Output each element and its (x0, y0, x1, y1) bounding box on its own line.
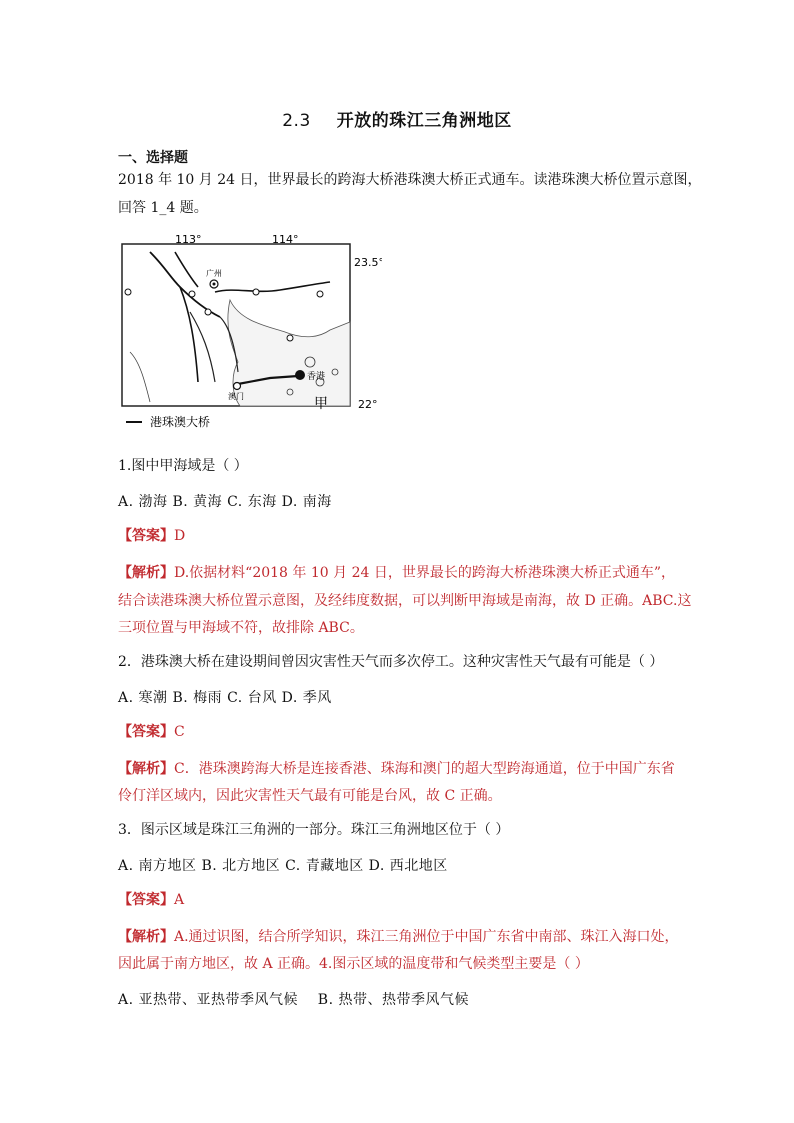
bridge-location-map (120, 232, 382, 428)
q1-options: A. 渤海 B. 黄海 C. 东海 D. 南海 (118, 494, 332, 510)
q1-analysis-line-2: 结合读港珠澳大桥位置示意图，及经纬度数据，可以判断甲海域是南海，故 D 正确。ABC.这 (118, 593, 692, 609)
lat-label-22: 22° (358, 398, 378, 411)
q1-answer-value: D (174, 528, 186, 544)
lon-label-114: 114° (272, 233, 299, 246)
q2-analysis-line-2: 伶仃洋区域内，因此灾害性天气最有可能是台风，故 C 正确。 (118, 788, 502, 804)
q2-question: 2．港珠澳大桥在建设期间曾因灾害性天气而多次停工。这种灾害性天气最有可能是（ ） (118, 654, 664, 670)
q3-analysis-line-1 (118, 927, 678, 947)
analysis-tag: 【解析】 (118, 929, 174, 945)
city-hongkong-marker (295, 370, 305, 380)
intro-line-1: 2018 年 10 月 24 日，世界最长的跨海大桥港珠澳大桥正式通车。读港珠澳大桥位置示意图， (118, 172, 702, 188)
q3-analysis-text-1: A.通过识图，结合所学知识，珠江三角洲位于中国广东省中南部、珠江入海口处， (174, 929, 679, 945)
city-macau-marker (234, 383, 241, 390)
q3-answer-value: A (174, 892, 185, 908)
label-jia-sea: 甲 (314, 396, 328, 412)
q3-analysis-line-2: 因此属于南方地区，故 A 正确。4.图示区域的温度带和气候类型主要是（ ） (118, 956, 589, 972)
q1-question: 1.图中甲海域是（ ） (118, 458, 248, 474)
label-hongkong: 香港 (307, 372, 326, 382)
q3-question: 3．图示区域是珠江三角洲的一部分。珠江三角洲地区位于（ ） (118, 822, 510, 838)
label-guangzhou: 广州 (206, 269, 222, 278)
q2-answer-value: C (174, 724, 185, 740)
q1-answer (118, 526, 678, 546)
q2-options: A. 寒潮 B. 梅雨 C. 台风 D. 季风 (118, 690, 332, 706)
q2-analysis-line-1 (118, 759, 678, 779)
page-title (0, 106, 794, 131)
analysis-tag: 【解析】 (118, 565, 174, 581)
lon-label-113: 113° (175, 233, 202, 246)
label-macau: 澳门 (228, 392, 244, 401)
map-svg (120, 232, 382, 428)
q2-analysis-text-1: C．港珠澳跨海大桥是连接香港、珠海和澳门的超大型跨海通道，位于中国广东省 (174, 761, 675, 777)
analysis-tag: 【解析】 (118, 761, 174, 777)
q1-analysis-line-3: 三项位置与甲海域不符，故排除 ABC。 (118, 620, 364, 636)
title-number: 2.3 (282, 111, 311, 131)
q2-answer (118, 722, 678, 742)
q1-analysis-line-1 (118, 563, 678, 583)
q1-analysis-text-1: D.依据材料“2018 年 10 月 24 日，世界最长的跨海大桥港珠澳大桥正式通车”， (174, 565, 675, 581)
answer-tag: 【答案】 (118, 724, 174, 740)
section-heading: 一、选择题 (118, 150, 188, 166)
legend-label: 港珠澳大桥 (150, 415, 211, 428)
title-text: 开放的珠江三角洲地区 (336, 111, 512, 131)
intro-line-2: 回答 1_4 题。 (118, 200, 208, 216)
q3-options: A. 南方地区 B. 北方地区 C. 青藏地区 D. 西北地区 (118, 858, 448, 874)
q3-answer (118, 890, 678, 910)
q4-options: A. 亚热带、亚热带季风气候 B. 热带、热带季风气候 (118, 992, 469, 1008)
lat-label-23-5: 23.5° (354, 256, 382, 269)
answer-tag: 【答案】 (118, 892, 174, 908)
answer-tag: 【答案】 (118, 528, 174, 544)
